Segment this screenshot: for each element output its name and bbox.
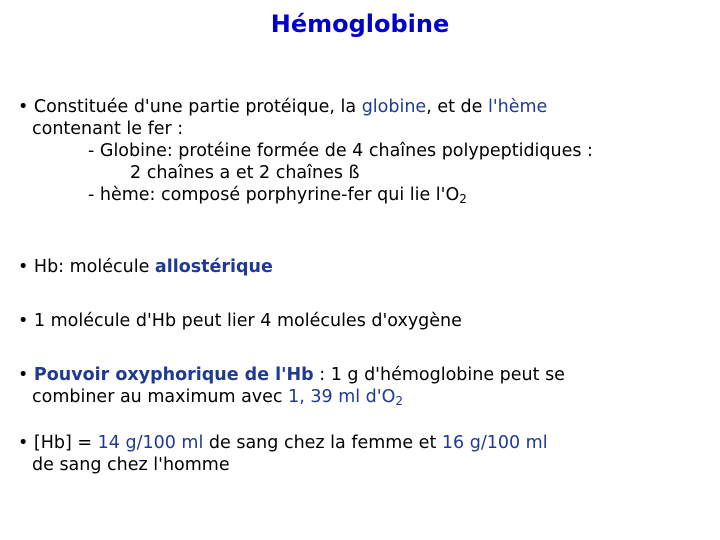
bullet-allosteric	[18, 256, 708, 278]
composition-connector: , et de	[426, 97, 488, 117]
globine-chains: 2 chaînes a et 2 chaînes ß	[130, 163, 360, 183]
bullet-oxygen-binding	[18, 310, 708, 332]
allosteric-text: Hb: molécule	[33, 257, 155, 277]
concentration-text: [Hb] =	[33, 433, 98, 453]
allosteric-line	[18, 256, 708, 278]
composition-line-1	[18, 96, 708, 118]
concentration-line-1	[18, 432, 708, 454]
heme-term: l'hème	[487, 97, 548, 117]
oxyphoric-line-1	[18, 364, 708, 386]
composition-text: Constituée d'une partie protéique, la	[33, 97, 362, 117]
bullet-composition	[18, 96, 708, 210]
concentration-text-2: de sang chez la femme et	[203, 433, 442, 453]
heme-description-text: - hème: composé porphyrine-fer qui lie l'O	[88, 185, 460, 205]
bullet-marker: •	[18, 433, 29, 453]
male-value: 16 g/100 ml	[441, 433, 548, 453]
globine-term: globine	[361, 97, 427, 117]
bullet-marker: •	[18, 97, 29, 117]
concentration-line-2: de sang chez l'homme	[32, 455, 230, 475]
bullet-hb-concentration	[18, 432, 708, 476]
oxyphoric-text-2: combiner au maximum avec	[32, 387, 289, 407]
oxyphoric-value-text: 1, 39 ml d'O	[288, 387, 396, 407]
oxygen-subscript: 2	[459, 192, 467, 206]
oxyphoric-value	[288, 387, 403, 407]
bullet-marker: •	[18, 257, 29, 277]
oxyphoric-line-2	[18, 386, 708, 412]
composition-line-2: contenant le fer :	[32, 119, 184, 139]
slide-title: Hémoglobine	[270, 10, 450, 38]
oxyphoric-term: Pouvoir oxyphorique de l'Hb	[33, 365, 314, 385]
oxygen-binding-line	[18, 310, 708, 332]
oxyphoric-text: : 1 g d'hémoglobine peut se	[313, 365, 565, 385]
bullet-marker: •	[18, 365, 29, 385]
female-value: 14 g/100 ml	[97, 433, 204, 453]
globine-description: - Globine: protéine formée de 4 chaînes polypeptidiques :	[88, 141, 593, 161]
heme-description	[18, 184, 708, 210]
bullet-oxyphoric-power	[18, 364, 708, 412]
oxygen-subscript: 2	[395, 394, 404, 408]
allosteric-term: allostérique	[154, 257, 273, 277]
bullet-marker: •	[18, 311, 29, 331]
oxygen-binding-text: 1 molécule d'Hb peut lier 4 molécules d'oxygène	[33, 311, 462, 331]
